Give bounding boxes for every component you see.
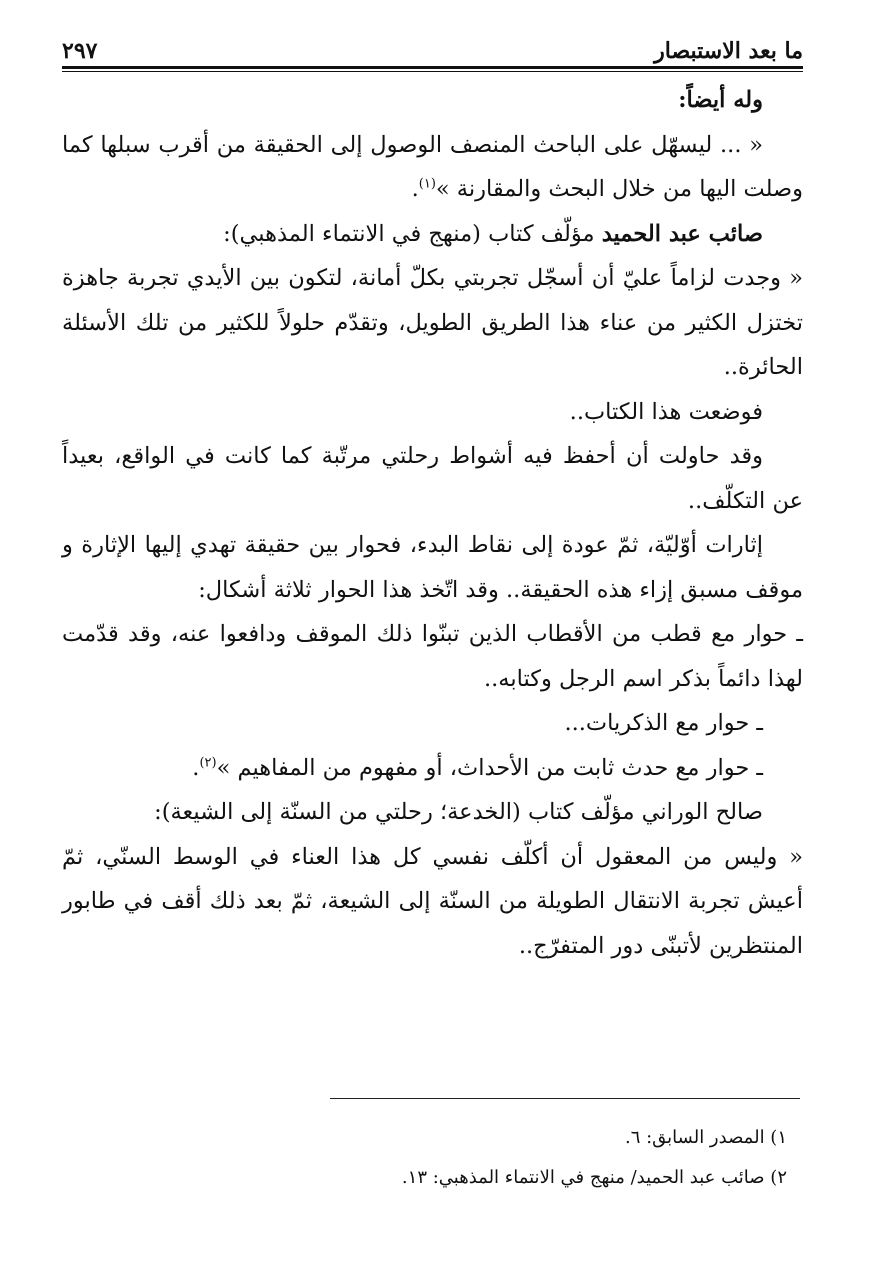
quote-paragraph: « ... ليسهّل على الباحث المنصف الوصول إلى الحقيقة من أقرب سبلها كما وصلت اليها من خلال البحث والمقارنة »$^{(١)}$. xyxy=(62,131,803,202)
list-item: ـ حوار مع الذكريات... xyxy=(564,710,763,736)
header-rule-thin xyxy=(62,71,803,72)
main-text xyxy=(62,78,803,968)
list-item: ـ حوار مع قطب من الأقطاب الذين تبنّوا ذلك الموقف ودافعوا عنه، وقد قدّمت لهذا دائماً بذكر اسم الرجل وكتابه.. xyxy=(62,621,803,692)
paragraph: وقد حاولت أن أحفظ فيه أشواط رحلتي مرتّبة كما كانت في الواقع، بعيداً عن التكلّف.. xyxy=(62,443,803,514)
author-name: صائب عبد الحميد xyxy=(601,220,763,247)
list-item: ـ حوار مع حدث ثابت من الأحداث، أو مفهوم من المفاهيم »$^{(٢)}$. xyxy=(192,754,763,781)
quote-text: « ... ليسهّل على الباحث المنصف الوصول إلى الحقيقة من أقرب سبلها كما وصلت اليها من خلال البحث والمقارنة » xyxy=(62,131,803,202)
footnote: ١) المصدر السابق: ٦. xyxy=(624,1127,787,1148)
author-intro-text: مؤلّف كتاب (منهج في الانتماء المذهبي): xyxy=(223,220,595,247)
author-intro-paragraph xyxy=(62,212,803,257)
header-title: ما بعد الاستبصار xyxy=(654,38,803,64)
quote-paragraph: « وجدت لزاماً عليّ أن أسجّل تجربتي بكلّ أمانة، لتكون بين الأيدي تجربة جاهزة تختزل الكثير من عناء هذا الطريق الطويل، وتقدّم حلولاً للكثير من تلك الأسئلة الحائرة.. xyxy=(62,265,803,380)
header-rule-thick xyxy=(62,66,803,69)
running-header xyxy=(62,28,803,66)
paragraph: فوضعت هذا الكتاب.. xyxy=(569,398,763,425)
page-number: ٢٩٧ xyxy=(62,38,98,64)
footnote: ٢) صائب عبد الحميد/ منهج في الانتماء المذهبي: ١٣. xyxy=(401,1167,787,1188)
list-item-text: ـ حوار مع حدث ثابت من الأحداث، أو مفهوم من المفاهيم » xyxy=(216,754,763,781)
footnotes xyxy=(62,1118,803,1198)
footnote-ref-2: (٢) xyxy=(199,755,217,770)
quote-paragraph: « وليس من المعقول أن أكلّف نفسي كل هذا العناء في الوسط السنّي، ثمّ أعيش تجربة الانتقال الطويلة من السنّة إلى الشيعة، ثمّ بعد ذلك أقف في طابور المنتظرين لأتبنّى دور المتفرّج.. xyxy=(62,843,803,959)
footnote-divider xyxy=(330,1098,800,1099)
footnote-ref-1: (١) xyxy=(418,176,436,192)
author-intro-paragraph: صالح الوراني مؤلّف كتاب (الخدعة؛ رحلتي من السنّة إلى الشيعة): xyxy=(154,799,763,825)
paragraph: وله أيضاً: xyxy=(678,87,763,113)
paragraph: إثارات أوّليّة، ثمّ عودة إلى نقاط البدء، فحوار بين حقيقة تهدي إليها الإثارة و موقف مسبق إزاء هذه الحقيقة.. وقد اتّخذ هذا الحوار ثلاثة أشكال: xyxy=(62,532,803,603)
